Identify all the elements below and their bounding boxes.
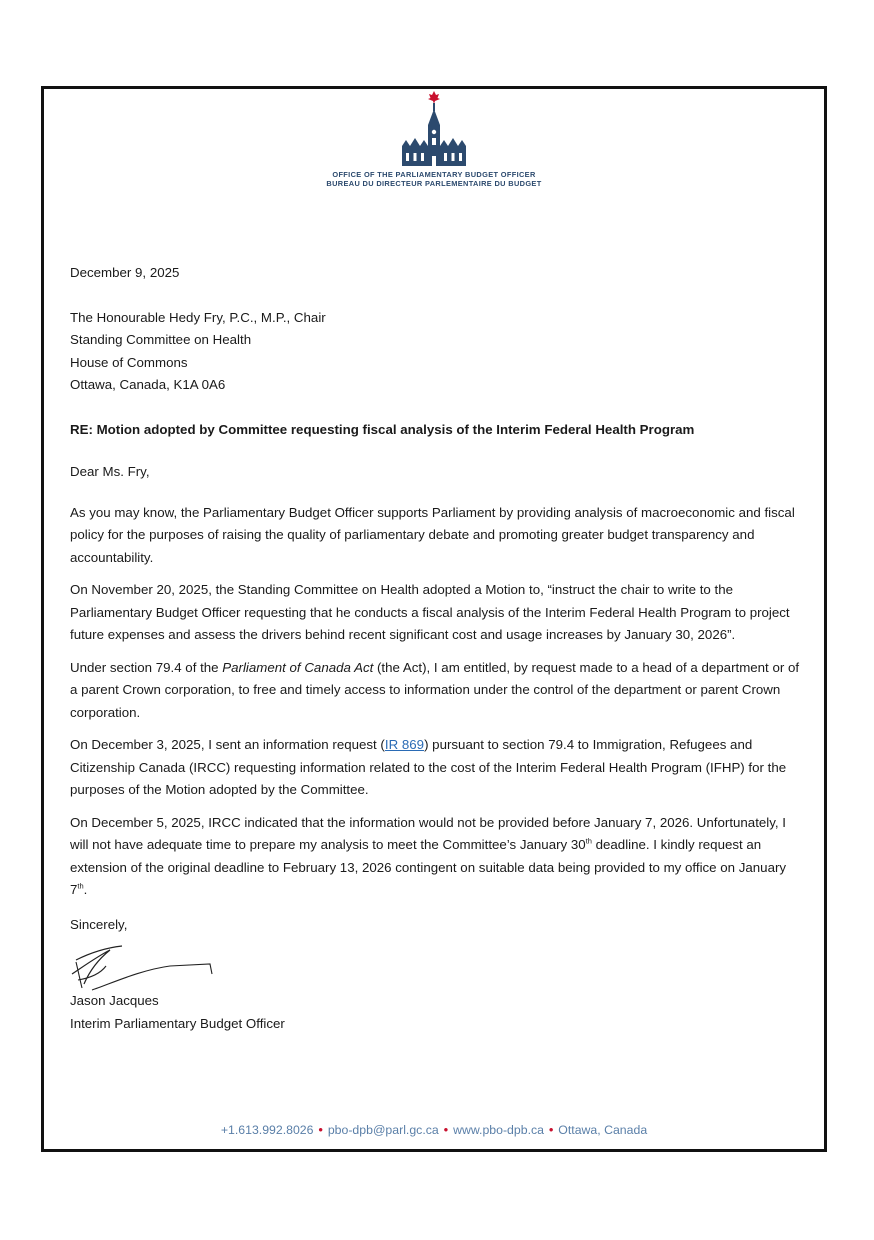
recipient-line: Ottawa, Canada, K1A 0A6	[70, 377, 226, 392]
paragraph-2: On November 20, 2025, the Standing Committee on Health adopted a Motion to, “instruct the chair to write to the Parliamentary Budget Officer requesting that he conducts a fiscal analysis of the Interim Federal Health Program to project future expenses and assess the drivers behind recent significant cost and usage increases by January 30, 2026”.	[70, 582, 790, 642]
signature-block	[70, 944, 806, 990]
paragraph-4	[70, 734, 806, 802]
paragraph-5-text: On December 5, 2025, IRCC indicated that the information would not be provided before January 7, 2026. Unfortunately, I will not have adequate time to prepare my analysis to meet the Committee’s January 30	[70, 814, 786, 852]
closing: Sincerely,	[70, 916, 128, 932]
salutation: Dear Ms. Fry,	[70, 464, 150, 479]
letter-date: December 9, 2025	[70, 265, 180, 280]
footer-contact	[44, 1123, 824, 1137]
letter-body	[70, 262, 806, 1035]
ordinal-suffix: th	[77, 881, 84, 891]
footer-website[interactable]: www.pbo-dpb.ca	[453, 1123, 544, 1137]
footer-separator: •	[548, 1123, 554, 1137]
paragraph-3-text: Under section 79.4 of the	[70, 659, 223, 675]
letter-page	[41, 86, 827, 1152]
letterhead	[44, 91, 824, 188]
paragraph-5-text: deadline. I kindly request an extension of the original deadline to February 13, 2026 contingent on suitable data being provided to my office on January 7	[70, 837, 787, 897]
paragraph-4-text: ) pursuant to section 79.4 to Immigration, Refugees and Citizenship Canada (IRCC) requesting information related to the cost of the Interim Federal Health Program (IFHP) for the purposes of the Motion adopted by the Committee.	[70, 737, 787, 797]
recipient-line: Standing Committee on Health	[70, 332, 252, 347]
paragraph-5	[70, 812, 806, 902]
paragraph-1: As you may know, the Parliamentary Budget Officer supports Parliament by providing analysis of macroeconomic and fiscal policy for the purposes of raising the quality of parliamentary debate and promoting greater budget transparency and accountability.	[70, 504, 795, 565]
paragraph-5-text: .	[83, 882, 88, 897]
paragraph-3	[70, 657, 806, 725]
footer-separator: •	[318, 1123, 323, 1137]
footer-email[interactable]: pbo-dpb@parl.gc.ca	[327, 1123, 439, 1137]
letterhead-english: OFFICE OF THE PARLIAMENTARY BUDGET OFFICER	[332, 170, 536, 179]
paragraph-3-text: (the Act), I am entitled, by request made to a head of a department or of a parent Crown corporation, to free and timely access to information under the control of the department or parent Crown corporation.	[70, 659, 800, 720]
act-title: Parliament of Canada Act	[222, 659, 374, 675]
information-request-link[interactable]: IR 869	[384, 737, 425, 752]
signer-title: Interim Parliamentary Budget Officer	[70, 1015, 285, 1031]
recipient-line: House of Commons	[70, 354, 188, 370]
signer-name: Jason Jacques	[70, 993, 159, 1008]
letterhead-french: BUREAU DU DIRECTEUR PARLEMENTAIRE DU BUDGET	[326, 179, 542, 188]
paragraph-4-text: On December 3, 2025, I sent an information request (	[70, 737, 385, 752]
parliament-peace-tower-icon	[398, 91, 470, 167]
footer-separator: •	[443, 1123, 449, 1137]
footer-phone: +1.613.992.8026	[220, 1123, 314, 1137]
recipient-line: The Honourable Hedy Fry, P.C., M.P., Chair	[70, 309, 326, 325]
handwritten-signature-icon	[70, 944, 230, 992]
recipient-address	[70, 307, 806, 397]
ordinal-suffix: th	[585, 836, 592, 846]
subject-line: RE: Motion adopted by Committee requesting fiscal analysis of the Interim Federal Health Program	[70, 421, 695, 437]
footer-location: Ottawa, Canada	[558, 1123, 648, 1137]
